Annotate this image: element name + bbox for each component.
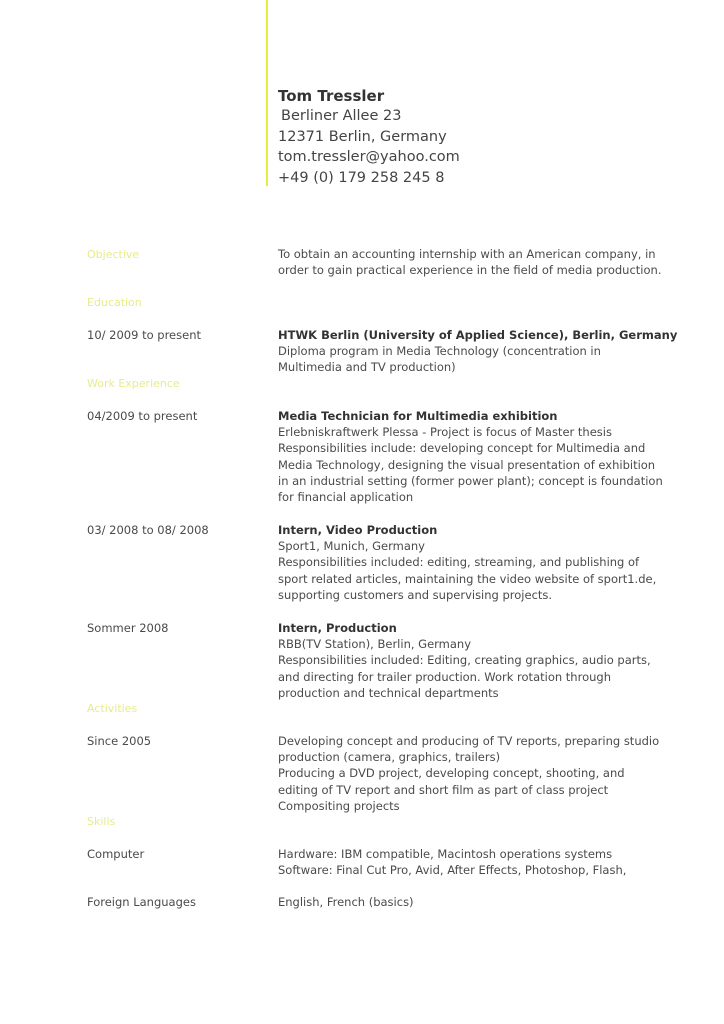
- email-address: tom.tressler@yahoo.com: [278, 149, 460, 165]
- job-date: Sommer 2008: [87, 621, 169, 635]
- activities-date: Since 2005: [87, 734, 152, 748]
- job-line: RBB(TV Station), Berlin, Germany: [278, 637, 472, 652]
- accent-line: [266, 0, 268, 186]
- job-line: and directing for trailer production. Work rotation through: [278, 669, 611, 684]
- activities-line: editing of TV report and short film as part of class project: [278, 782, 609, 797]
- job-line: sport related articles, maintaining the video website of sport1.de,: [278, 571, 657, 586]
- skill-label: Computer: [87, 847, 145, 861]
- job-line: production and technical departments: [278, 685, 499, 700]
- job-entry: [278, 522, 658, 603]
- job-line: Responsibilities included: Editing, creating graphics, audio parts,: [278, 653, 651, 668]
- objective-line: To obtain an accounting internship with an American company, in: [278, 247, 656, 261]
- job-line: Responsibilities include: developing concept for Multimedia and: [278, 441, 646, 456]
- section-title-education: Education: [87, 296, 142, 309]
- job-heading: Media Technician for Multimedia exhibition: [278, 409, 558, 423]
- skill-line: English, French (basics): [278, 895, 414, 909]
- job-date: 04/2009 to present: [87, 409, 198, 423]
- section-title-objective: Objective: [87, 248, 140, 261]
- job-entry: [278, 620, 658, 701]
- section-title-activities: Activities: [87, 702, 138, 715]
- job-line: Erlebniskraftwerk Plessa - Project is focus of Master thesis: [278, 425, 612, 440]
- activities-line: production (camera, graphics, trailers): [278, 750, 501, 765]
- job-line: Sport1, Munich, Germany: [278, 539, 425, 554]
- job-heading: Intern, Production: [278, 621, 397, 635]
- skill-entry: [278, 846, 658, 878]
- job-line: Media Technology, designing the visual presentation of exhibition: [278, 457, 656, 472]
- activities-line: Producing a DVD project, developing concept, shooting, and: [278, 766, 625, 781]
- education-line: Diploma program in Media Technology (concentration in: [278, 344, 601, 359]
- section-title-skills: Skills: [87, 815, 116, 828]
- skill-entry: [278, 894, 658, 910]
- education-entry: [278, 327, 678, 376]
- education-heading: HTWK Berlin (University of Applied Science), Berlin, Germany: [278, 328, 678, 342]
- objective-text: [278, 246, 662, 278]
- job-line: Responsibilities included: editing, streaming, and publishing of: [278, 555, 640, 570]
- job-line: in an industrial setting (former power plant); concept is foundation: [278, 473, 663, 488]
- street-address: Berliner Allee 23: [281, 108, 402, 124]
- education-date: 10/ 2009 to present: [87, 328, 202, 342]
- skill-label: Foreign Languages: [87, 895, 196, 909]
- job-line: for financial application: [278, 490, 414, 505]
- city-address: 12371 Berlin, Germany: [278, 128, 447, 145]
- skill-line: Software: Final Cut Pro, Avid, After Effects, Photoshop, Flash,: [278, 863, 627, 878]
- candidate-name: Tom Tressler: [278, 87, 385, 105]
- contact-header: [278, 86, 460, 188]
- section-title-work: Work Experience: [87, 377, 180, 390]
- job-line: supporting customers and supervising projects.: [278, 587, 553, 602]
- job-heading: Intern, Video Production: [278, 523, 438, 537]
- activities-line: Compositing projects: [278, 798, 400, 813]
- activities-line: Developing concept and producing of TV reports, preparing studio: [278, 734, 660, 748]
- phone-number: +49 (0) 179 258 245 8: [278, 169, 445, 186]
- skill-line: Hardware: IBM compatible, Macintosh operations systems: [278, 847, 613, 861]
- job-date: 03/ 2008 to 08/ 2008: [87, 523, 209, 537]
- activities-entry: [278, 733, 658, 814]
- job-entry: [278, 408, 663, 505]
- objective-line: order to gain practical experience in the field of media production.: [278, 263, 662, 278]
- education-line: Multimedia and TV production): [278, 360, 456, 375]
